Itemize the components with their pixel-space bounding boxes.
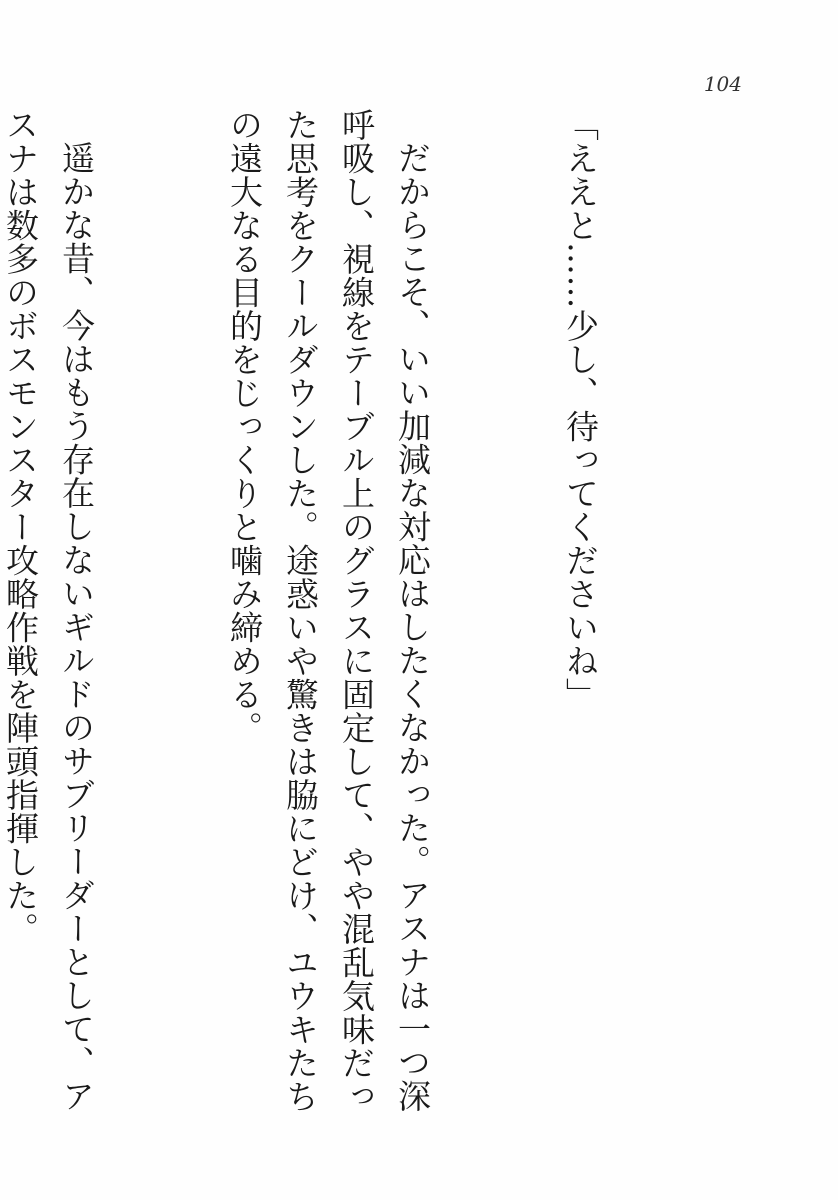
paragraph-dialogue: 「ええと……少し、待ってくださいね」 bbox=[561, 108, 600, 711]
paragraph: だからこそ、いい加減な対応はしたくなかった。アスナは一つ深呼吸し、視線をテーブル上のグラスに固定して、やや混乱気味だった思考をクールダウンした。途惑いや驚きは脇にどけ、ユウキたちの遠大なる目的をじっくりと噛み締める。 bbox=[225, 108, 432, 1113]
paragraph: 遥かな昔、今はもう存在しないギルドのサブリーダーとして、アスナは数多のボスモンスター攻略作戦を陣頭指揮した。 bbox=[1, 108, 96, 1113]
vertical-text-body bbox=[1, 108, 720, 1118]
page-number: 104 bbox=[703, 72, 742, 96]
